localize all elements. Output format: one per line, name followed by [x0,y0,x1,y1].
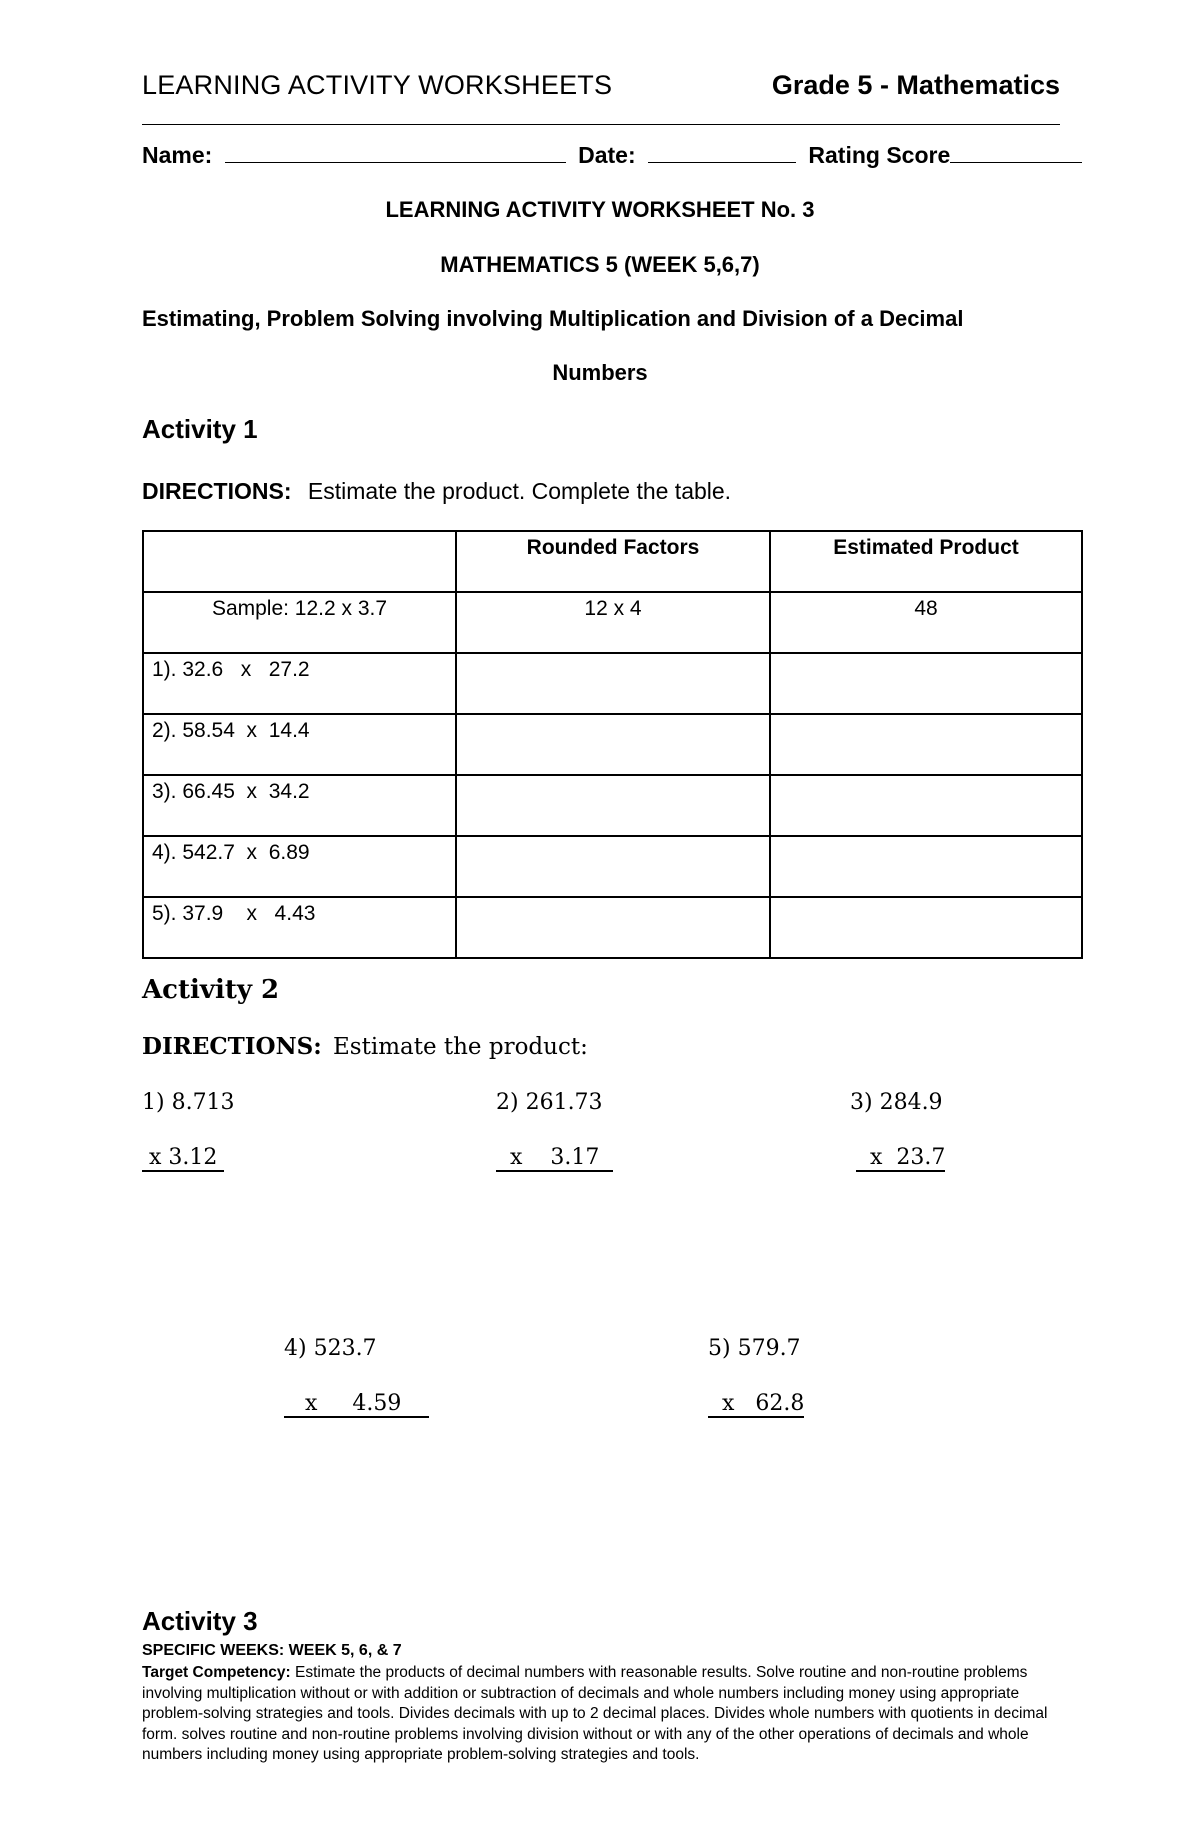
activity2-heading: Activity 2 [142,975,280,1005]
subject-title: MATHEMATICS 5 (WEEK 5,6,7) [440,252,760,277]
problem-1-top: 1) 8.713 [142,1090,235,1115]
answer-cell[interactable] [456,897,770,958]
student-info-line [142,142,1062,169]
problem-3-multiplier: x 23.7 [856,1145,946,1170]
table-row [143,653,1082,714]
competency-text: Estimate the products of decimal numbers with reasonable results. Solve routine and non-routine problems involving multiplication without or with addition or subtraction of decimals and whole numbers including money using appropriate problem-solving strategies and tools. Divides decimals with up to 2 decimal places. Divides whole numbers with quotients in decimal form. solves routine and non-routine problems involving division without or with any of the other operations of decimals and whole numbers including money using appropriate problem-solving strategies and tools. [142,1664,1048,1763]
header-cell-estimated-product: Estimated Product [770,531,1082,592]
activity1-heading: Activity 1 [142,414,258,444]
table-cell: 2). 58.54 x 14.4 [143,714,456,775]
topic-line-1: Estimating, Problem Solving involving Multiplication and Division of a Decimal [142,306,964,331]
topic-line-2: Numbers [552,360,648,385]
header-left-title: LEARNING ACTIVITY WORKSHEETS [142,70,613,100]
problem-4-multiplier: x 4.59 [284,1391,430,1416]
date-field[interactable] [648,142,796,163]
answer-cell[interactable] [770,775,1082,836]
problem-2-multiplier: x 3.17 [496,1145,614,1170]
answer-cell[interactable] [770,714,1082,775]
answer-cell[interactable] [456,775,770,836]
name-field[interactable] [225,142,566,163]
directions-label: DIRECTIONS: [142,1033,322,1060]
table-row-sample [143,592,1082,653]
header-cell-rounded-factors: Rounded Factors [456,531,770,592]
target-competency [142,1663,1064,1766]
table-cell: 4). 542.7 x 6.89 [143,836,456,897]
problem-2-top: 2) 261.73 [496,1090,603,1115]
table-cell: 3). 66.45 x 34.2 [143,775,456,836]
table-row [143,836,1082,897]
problem-4-top: 4) 523.7 [284,1336,377,1361]
estimation-table [142,530,1083,959]
header-cell [143,531,456,592]
table-cell: Sample: 12.2 x 3.7 [143,592,456,653]
problem-5-top: 5) 579.7 [708,1336,801,1361]
answer-cell[interactable] [456,653,770,714]
worksheet-number: LEARNING ACTIVITY WORKSHEET No. 3 [385,197,815,222]
table-header-row [143,531,1082,592]
activity2-directions [142,1033,588,1060]
table-row [143,775,1082,836]
problem-1-multiplier: x 3.12 [142,1145,225,1170]
rating-label: Rating Score [808,142,951,168]
specific-weeks: SPECIFIC WEEKS: WEEK 5, 6, & 7 [142,1642,402,1659]
table-row [143,897,1082,958]
answer-cell[interactable] [456,714,770,775]
table-cell: 48 [770,592,1082,653]
problem-5-multiplier: x 62.8 [708,1391,805,1416]
problem-3-top: 3) 284.9 [850,1090,943,1115]
directions-text: Estimate the product. Complete the table. [307,478,732,504]
header-right-title: Grade 5 - Mathematics [771,70,1060,100]
answer-cell[interactable] [770,653,1082,714]
answer-cell[interactable] [770,836,1082,897]
header-divider [142,124,1060,125]
competency-label: Target Competency: [142,1664,291,1681]
table-cell: 12 x 4 [456,592,770,653]
directions-text: Estimate the product: [333,1034,588,1060]
name-label: Name: [142,142,213,168]
table-cell: 1). 32.6 x 27.2 [143,653,456,714]
date-label: Date: [578,142,636,168]
directions-label: DIRECTIONS: [142,478,292,504]
answer-cell[interactable] [456,836,770,897]
table-cell: 5). 37.9 x 4.43 [143,897,456,958]
activity1-directions [142,478,731,505]
rating-field[interactable] [950,142,1082,163]
activity3-heading: Activity 3 [142,1606,258,1636]
answer-cell[interactable] [770,897,1082,958]
table-row [143,714,1082,775]
